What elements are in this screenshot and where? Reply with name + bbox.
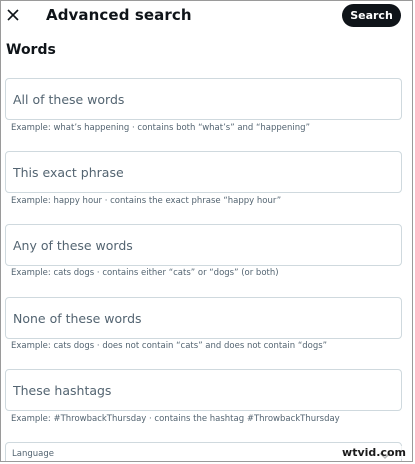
page-title: Advanced search (46, 6, 192, 24)
exact-phrase-input[interactable] (6, 152, 401, 192)
hashtags-hint: Example: #ThrowbackThursday · contains the hashtag #ThrowbackThursday (11, 414, 340, 424)
close-button[interactable] (3, 4, 23, 26)
any-words-field[interactable] (5, 224, 402, 266)
all-words-hint: Example: what’s happening · contains both “what’s” and “happening” (11, 123, 310, 133)
all-words-field[interactable] (5, 78, 402, 120)
hashtags-input[interactable] (6, 370, 401, 410)
none-words-field[interactable] (5, 297, 402, 339)
watermark-logo: wtvid.com (342, 446, 406, 459)
exact-phrase-field[interactable] (5, 151, 402, 193)
none-words-input[interactable] (6, 298, 401, 338)
exact-phrase-hint: Example: happy hour · contains the exact phrase “happy hour” (11, 196, 282, 206)
words-section-heading: Words (6, 42, 56, 58)
any-words-hint: Example: cats dogs · contains either “cats” or “dogs” (or both) (11, 268, 279, 278)
all-words-input[interactable] (6, 79, 401, 119)
search-button[interactable]: Search (342, 4, 401, 27)
any-words-input[interactable] (6, 225, 401, 265)
none-words-hint: Example: cats dogs · does not contain “cats” and does not contain “dogs” (11, 341, 328, 351)
dialog-header (1, 1, 412, 31)
language-label: Language (12, 449, 54, 459)
close-icon (7, 9, 19, 21)
hashtags-field[interactable] (5, 369, 402, 411)
